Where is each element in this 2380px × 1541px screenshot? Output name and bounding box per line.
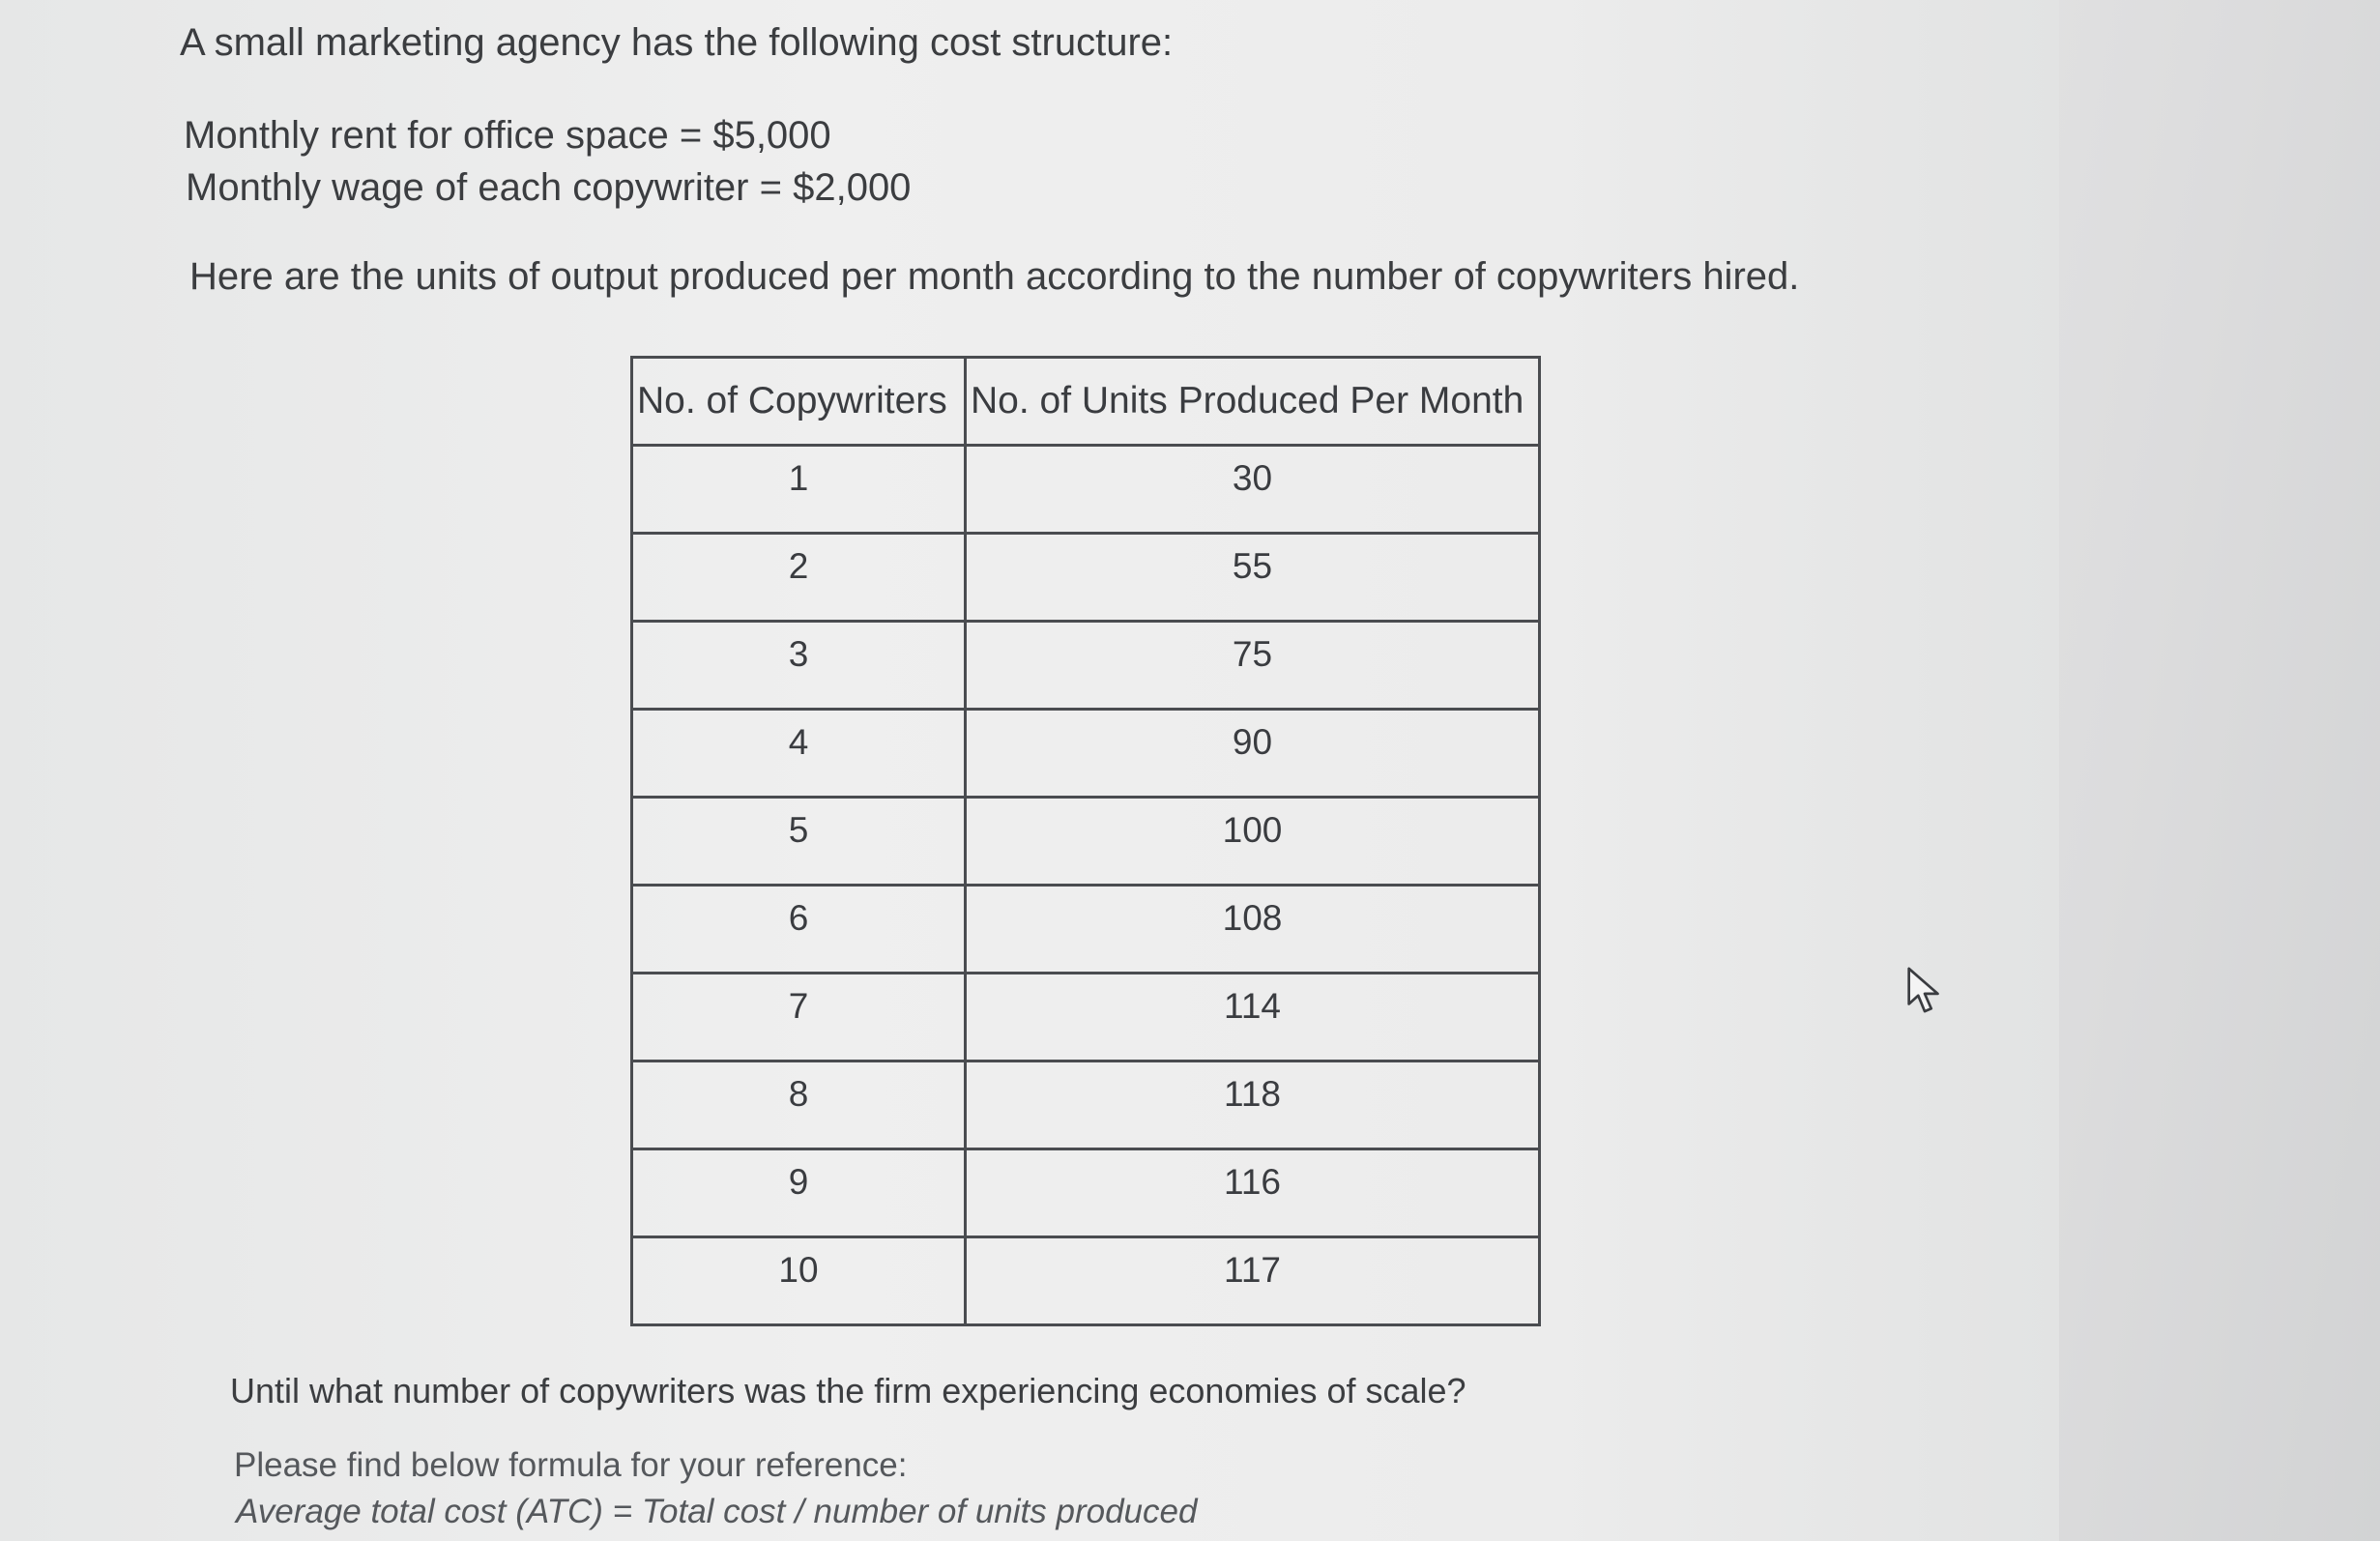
rent-cost-line: Monthly rent for office space = $5,000 (184, 114, 831, 157)
table-header-row (632, 358, 1540, 446)
table-row (632, 710, 1540, 798)
units-cell: 118 (966, 1061, 1540, 1149)
copywriters-cell: 2 (632, 534, 966, 622)
table-row (632, 622, 1540, 710)
mouse-pointer-icon (1904, 967, 1947, 1015)
question-text: Until what number of copywriters was the firm experiencing economies of scale? (230, 1371, 1466, 1410)
table-row (632, 798, 1540, 886)
units-cell: 75 (966, 622, 1540, 710)
header-units: No. of Units Produced Per Month (966, 358, 1540, 446)
atc-formula: Average total cost (ATC) = Total cost / number of units produced (236, 1493, 1198, 1530)
copywriters-cell: 3 (632, 622, 966, 710)
table-row (632, 886, 1540, 974)
intro-text: A small marketing agency has the following cost structure: (180, 21, 1174, 64)
units-cell: 108 (966, 886, 1540, 974)
units-cell: 100 (966, 798, 1540, 886)
units-cell: 30 (966, 446, 1540, 534)
header-copywriters: No. of Copywriters (632, 358, 966, 446)
copywriters-cell: 6 (632, 886, 966, 974)
units-cell: 55 (966, 534, 1540, 622)
copywriters-cell: 9 (632, 1149, 966, 1237)
wage-cost-line: Monthly wage of each copywriter = $2,000 (186, 166, 912, 209)
table-row (632, 974, 1540, 1061)
copywriters-cell: 5 (632, 798, 966, 886)
units-cell: 116 (966, 1149, 1540, 1237)
copywriters-cell: 7 (632, 974, 966, 1061)
copywriters-cell: 4 (632, 710, 966, 798)
output-table (630, 356, 1541, 1326)
copywriters-cell: 1 (632, 446, 966, 534)
table-lead-text: Here are the units of output produced per month according to the number of copywriters hired. (189, 255, 1800, 298)
units-cell: 90 (966, 710, 1540, 798)
copywriters-cell: 10 (632, 1237, 966, 1325)
copywriters-cell: 8 (632, 1061, 966, 1149)
table-row (632, 1061, 1540, 1149)
table-row (632, 1237, 1540, 1325)
table-row (632, 446, 1540, 534)
table-row (632, 1149, 1540, 1237)
units-cell: 114 (966, 974, 1540, 1061)
units-cell: 117 (966, 1237, 1540, 1325)
reference-intro: Please find below formula for your reference: (234, 1446, 908, 1484)
table-row (632, 534, 1540, 622)
